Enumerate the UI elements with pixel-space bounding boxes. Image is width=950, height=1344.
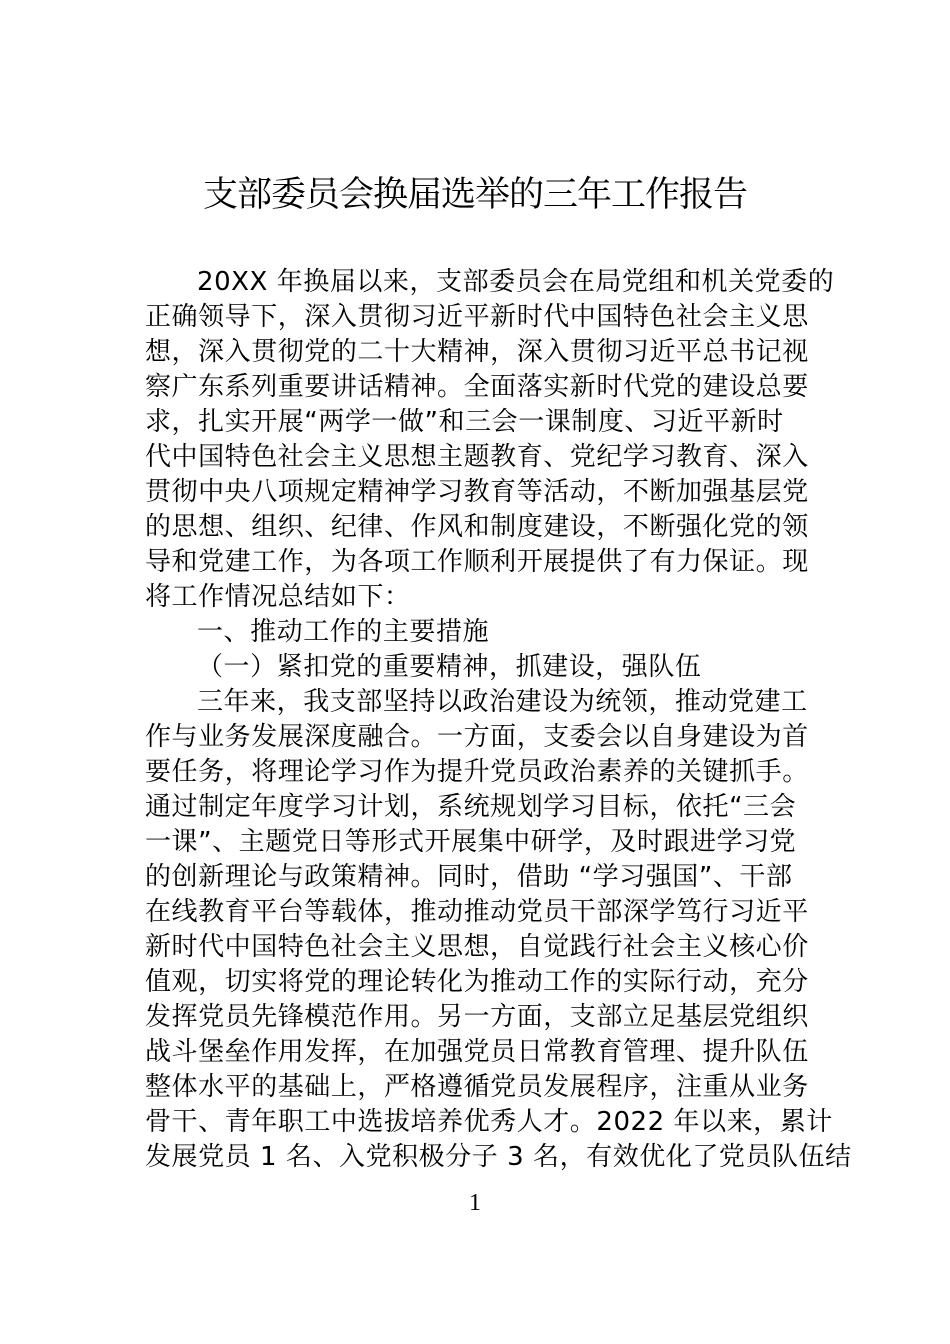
- text-line: 通过制定年度学习计划，系统规划学习目标，依托“三会: [145, 792, 797, 822]
- paragraph-intro: [145, 265, 835, 615]
- text-line: 贯彻中央八项规定精神学习教育等活动，不断加强基层党: [145, 477, 809, 507]
- text-line: 新时代中国特色社会主义思想，自觉践行社会主义核心价: [145, 932, 809, 962]
- text-line: 整体水平的基础上，严格遵循党员发展程序，注重从业务: [145, 1072, 809, 1102]
- text-line: 的创新理论与政策精神。同时，借助 “学习强国”、干部: [145, 862, 793, 892]
- text-line: 骨干、青年职工中选拔培养优秀人才。2022 年以来，累计: [145, 1107, 833, 1137]
- text-line: 想，深入贯彻党的二十大精神，深入贯彻习近平总书记视: [145, 337, 809, 367]
- text-line: 在线教育平台等载体，推动推动党员干部深学笃行习近平: [145, 897, 809, 927]
- text-line: 察广东系列重要讲话精神。全面落实新时代党的建设总要: [145, 372, 809, 402]
- document-body: [145, 265, 852, 1175]
- text-line: 战斗堡垒作用发挥，在加强党员日常教育管理、提升队伍: [145, 1037, 809, 1067]
- page-number: 1: [469, 1190, 481, 1216]
- paragraph-section-body: [145, 685, 852, 1175]
- text-line: 将工作情况总结如下：: [145, 582, 411, 612]
- text-line: 20XX 年换届以来，支部委员会在局党组和机关党委的: [197, 267, 835, 297]
- text-line: 三年来，我支部坚持以政治建设为统领，推动党建工: [197, 687, 808, 717]
- subsection-heading: （一）紧扣党的重要精神，抓建设，强队伍: [197, 652, 702, 682]
- section-heading: 一、推动工作的主要措施: [197, 617, 490, 647]
- text-line: 导和党建工作，为各项工作顺利开展提供了有力保证。现: [145, 547, 809, 577]
- text-line: 的思想、组织、纪律、作风和制度建设，不断强化党的领: [145, 512, 809, 542]
- text-line: 一课”、主题党日等形式开展集中研学，及时跟进学习党: [145, 827, 797, 857]
- text-line: 发展党员 1 名、入党积极分子 3 名，有效优化了党员队伍结: [145, 1142, 852, 1172]
- text-line: 代中国特色社会主义思想主题教育、党纪学习教育、深入: [145, 442, 809, 472]
- text-line: 发挥党员先锋模范作用。另一方面，支部立足基层党组织: [145, 1002, 809, 1032]
- document-title: 支部委员会换届选举的三年工作报告: [202, 175, 747, 215]
- text-line: 正确领导下，深入贯彻习近平新时代中国特色社会主义思: [145, 302, 809, 332]
- text-line: 值观，切实将党的理论转化为推动工作的实际行动，充分: [145, 967, 809, 997]
- text-line: 求，扎实开展“两学一做”和三会一课制度、习近平新时: [145, 407, 784, 437]
- text-line: 要任务，将理论学习作为提升党员政治素养的关键抓手。: [145, 757, 809, 787]
- text-line: 作与业务发展深度融合。一方面，支委会以自身建设为首: [145, 722, 809, 752]
